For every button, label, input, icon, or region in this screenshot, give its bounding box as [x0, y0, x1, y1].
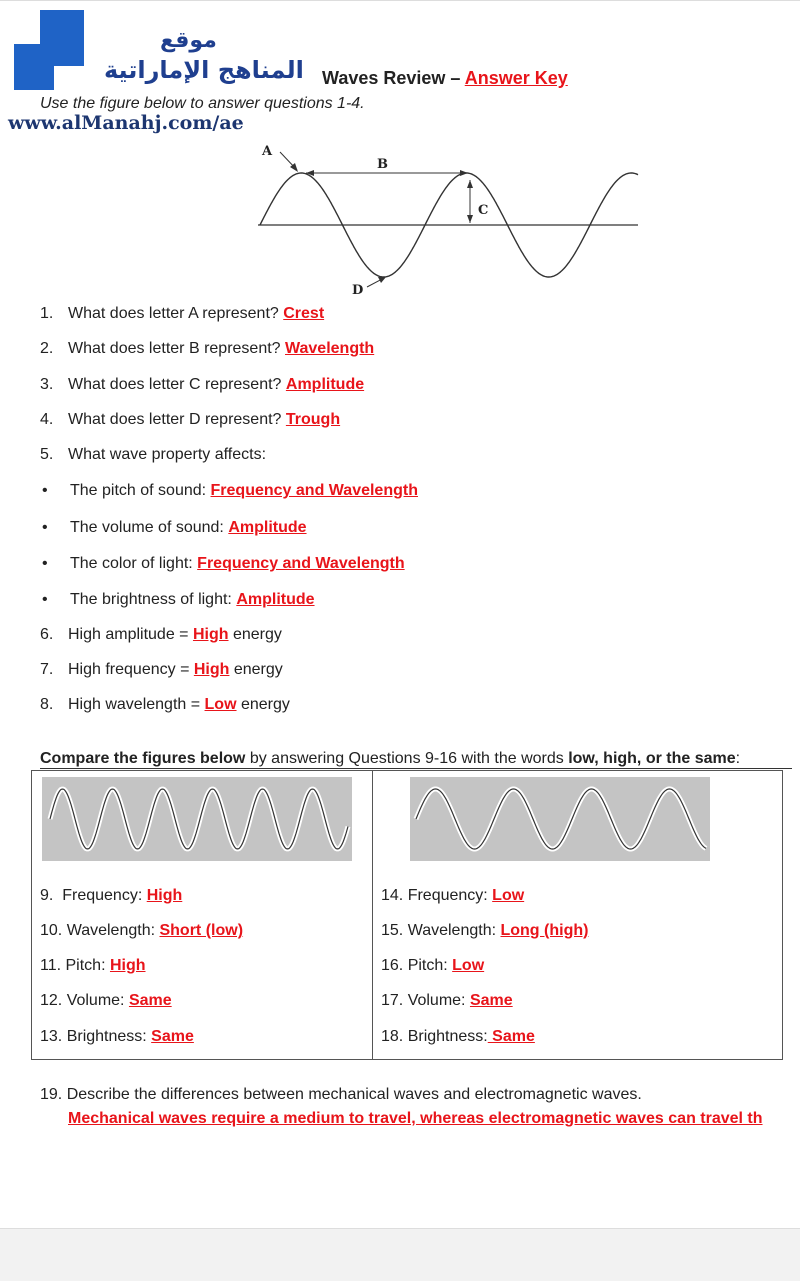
- label-d: D: [352, 283, 364, 298]
- question-text: What does letter D represent?: [68, 411, 286, 428]
- question-number: •: [42, 555, 48, 572]
- comparison-item: [40, 922, 243, 940]
- question-text: The color of light:: [70, 555, 198, 572]
- intro-text: Use the figure below to answer questions 1-4.: [40, 95, 365, 112]
- logo-block: [40, 10, 54, 44]
- comparison-answer: Low: [452, 957, 485, 974]
- comparison-answer: Same: [128, 992, 172, 1009]
- comparison-label: 16. Pitch:: [381, 957, 453, 974]
- comparison-item: [381, 992, 513, 1010]
- question-number: •: [42, 591, 48, 608]
- arrowhead: [467, 180, 473, 188]
- high-frequency-wave-image: [42, 777, 352, 861]
- comparison-answer: Same: [487, 1028, 535, 1045]
- site-arabic-top: موقع: [160, 28, 217, 53]
- question-item: [40, 340, 374, 358]
- question-number: 3.: [40, 376, 54, 393]
- title-answer-key: Answer Key: [464, 68, 568, 88]
- question-answer: Frequency and Wavelength: [197, 555, 405, 572]
- question-item: [40, 482, 418, 500]
- question-answer: High: [193, 661, 230, 678]
- question-number: 5.: [40, 446, 54, 463]
- question-answer: High: [192, 626, 229, 643]
- comparison-label: 13. Brightness:: [40, 1028, 152, 1045]
- site-url[interactable]: www.alManahj.com/ae: [8, 112, 244, 134]
- question-text: High frequency =: [68, 661, 194, 678]
- question-text: What does letter C represent?: [68, 376, 286, 393]
- question-item: [40, 591, 315, 609]
- compare-end: :: [735, 750, 741, 767]
- answer-19: Mechanical waves require a medium to travel, whereas electromagnetic waves can travel th: [68, 1110, 763, 1127]
- site-arabic-name: المناهج الإماراتية: [104, 56, 304, 84]
- arrowhead: [467, 215, 473, 223]
- compare-words: low, high, or the same: [568, 750, 736, 767]
- question-number: 4.: [40, 411, 54, 428]
- comparison-answer: Long (high): [500, 922, 589, 939]
- question-19: 19. Describe the differences between mechanical waves and electromagnetic waves.: [40, 1086, 642, 1103]
- question-item: [40, 446, 266, 464]
- comparison-item: [381, 1028, 535, 1046]
- question-answer: Amplitude: [285, 376, 365, 393]
- question-text: High wavelength =: [68, 696, 205, 713]
- question-text: The pitch of sound:: [70, 482, 211, 499]
- question-answer: Amplitude: [228, 519, 307, 536]
- comparison-answer: Short (low): [159, 922, 244, 939]
- question-item: [40, 626, 282, 644]
- compare-underline: [40, 768, 792, 769]
- comparison-label: 12. Volume:: [40, 992, 129, 1009]
- question-item: [40, 555, 405, 573]
- question-number: •: [42, 482, 48, 499]
- question-item: [40, 661, 283, 679]
- title-prefix: Waves Review –: [322, 68, 465, 88]
- question-number: 6.: [40, 626, 54, 643]
- question-text: The volume of sound:: [70, 519, 229, 536]
- question-item: [40, 376, 364, 394]
- comparison-label: 10. Wavelength:: [40, 922, 160, 939]
- question-text: What does letter A represent?: [68, 305, 284, 322]
- comparison-item: [40, 957, 146, 975]
- question-suffix: energy: [228, 626, 282, 643]
- comparison-label: 11. Pitch:: [40, 957, 110, 974]
- question-item: [40, 305, 324, 323]
- comparison-label: 14. Frequency:: [381, 887, 493, 904]
- question-item: [40, 519, 307, 537]
- question-number: 8.: [40, 696, 54, 713]
- question-answer: Trough: [285, 411, 341, 428]
- comparison-answer: Low: [492, 887, 525, 904]
- question-text: The brightness of light:: [70, 591, 237, 608]
- label-c: C: [478, 203, 489, 218]
- comparison-label: 17. Volume:: [381, 992, 470, 1009]
- question-text: What does letter B represent?: [68, 340, 285, 357]
- label-b: B: [377, 157, 388, 172]
- compare-bold: Compare the figures below: [40, 750, 246, 767]
- wave-diagram: [250, 140, 650, 300]
- comparison-item: [381, 957, 484, 975]
- compare-mid: by answering Questions 9-16 with the words: [245, 750, 569, 767]
- question-item: [40, 411, 340, 429]
- question-answer: Amplitude: [236, 591, 315, 608]
- question-number: 1.: [40, 305, 54, 322]
- arrowhead: [460, 170, 468, 176]
- comparison-label: 18. Brightness:: [381, 1028, 488, 1045]
- comparison-item: [381, 887, 524, 905]
- table-divider: [372, 771, 373, 1059]
- low-frequency-wave-image: [410, 777, 710, 861]
- question-text: High amplitude =: [68, 626, 193, 643]
- comparison-item: [40, 1028, 194, 1046]
- question-suffix: energy: [236, 696, 290, 713]
- question-item: [40, 696, 290, 714]
- question-suffix: energy: [229, 661, 283, 678]
- question-number: •: [42, 519, 48, 536]
- question-number: 7.: [40, 661, 54, 678]
- comparison-answer: High: [146, 887, 183, 904]
- question-answer: Crest: [283, 305, 325, 322]
- comparison-item: [381, 922, 588, 940]
- comparison-item: [40, 887, 182, 905]
- comparison-table: [31, 770, 783, 1060]
- logo-block: [54, 10, 84, 66]
- comparison-answer: High: [109, 957, 146, 974]
- compare-instructions: [40, 750, 740, 768]
- question-number: 2.: [40, 340, 54, 357]
- question-text: What wave property affects:: [68, 446, 267, 463]
- comparison-item: [40, 992, 172, 1010]
- question-answer: Wavelength: [285, 340, 375, 357]
- question-answer: Low: [204, 696, 237, 713]
- bottom-bar: [0, 1228, 800, 1281]
- comparison-label: 9. Frequency:: [40, 887, 147, 904]
- comparison-answer: Same: [151, 1028, 194, 1045]
- comparison-label: 15. Wavelength:: [381, 922, 501, 939]
- comparison-answer: Same: [469, 992, 513, 1009]
- logo-block: [14, 44, 54, 90]
- top-border: [0, 0, 800, 1]
- label-a: A: [262, 144, 273, 159]
- question-answer: Frequency and Wavelength: [210, 482, 418, 499]
- page-title: [322, 68, 568, 89]
